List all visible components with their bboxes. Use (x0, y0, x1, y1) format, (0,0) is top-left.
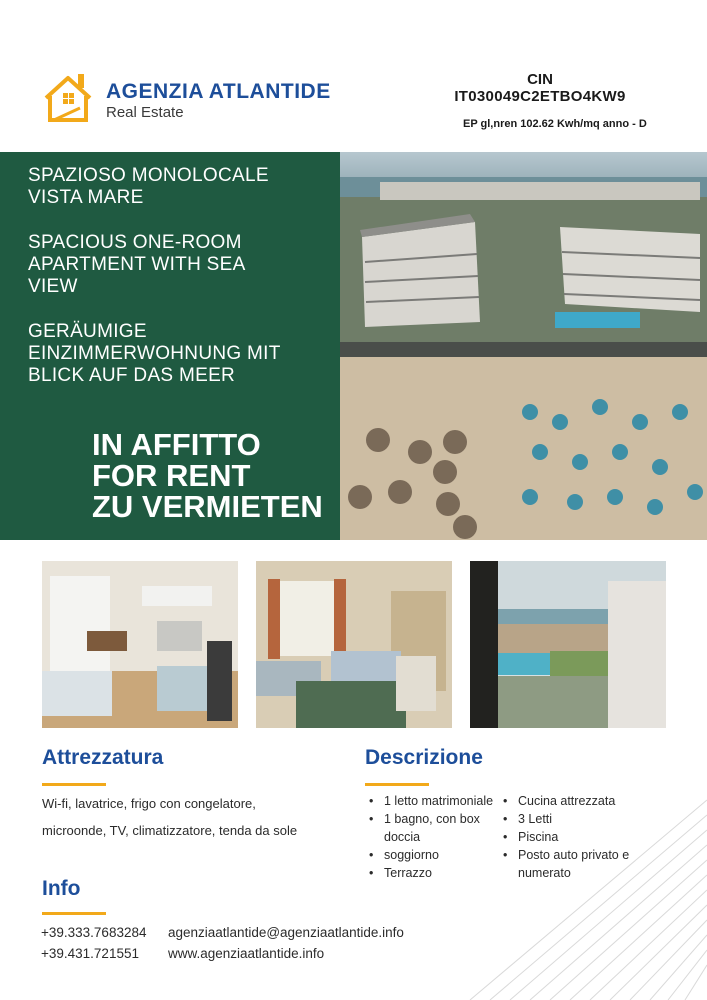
rent-line: ZU VERMIETEN (92, 489, 323, 524)
info-title: Info (42, 877, 81, 900)
descrizione-title: Descrizione (365, 746, 483, 769)
title-it-line: VISTA MARE (28, 187, 144, 208)
title-en-line: VIEW (28, 276, 78, 297)
title-de-line: BLICK AUF DAS MEER (28, 365, 236, 386)
energy-rating: EP gl,nren 102.62 Kwh/mq anno - D (463, 118, 647, 130)
brand-name: AGENZIA ATLANTIDE (106, 80, 331, 103)
cin-code: IT030049C2ETBO4KW9 (454, 88, 626, 105)
hero-banner (0, 152, 707, 540)
list-item: • soggiorno (369, 846, 509, 864)
website-link[interactable]: www.agenziaatlantide.info (168, 946, 325, 961)
contact-row (41, 922, 404, 943)
list-item: • Terrazzo (369, 864, 509, 882)
list-item: • 1 bagno, con box doccia (369, 810, 509, 846)
title-italian (28, 165, 269, 209)
phone-number[interactable]: +39.333.7683284 (41, 925, 147, 940)
contact-row (41, 943, 404, 964)
rent-line: IN AFFITTO (92, 427, 261, 462)
house-logo-icon (40, 68, 96, 130)
descrizione-list-right (503, 792, 653, 882)
attrezzatura-line: microonde, TV, climatizzatore, tenda da sole (42, 823, 298, 838)
list-item: • Cucina attrezzata (503, 792, 653, 810)
photo-pool-sea-view (470, 561, 666, 728)
title-german (28, 321, 281, 387)
contact-info (41, 922, 404, 964)
email-link[interactable]: agenziaatlantide@agenziaatlantide.info (168, 925, 404, 940)
attrezzatura-underline (42, 783, 106, 786)
title-en-line: SPACIOUS ONE-ROOM (28, 232, 242, 253)
descrizione-list-left (369, 792, 509, 882)
info-underline (42, 912, 106, 915)
phone-number[interactable]: +39.431.721551 (41, 946, 139, 961)
title-en-line: APARTMENT WITH SEA (28, 254, 246, 275)
cin-label: CIN (527, 71, 553, 88)
attrezzatura-line: Wi-fi, lavatrice, frigo con congelatore, (42, 796, 256, 811)
title-de-line: EINZIMMERWOHNUNG MIT (28, 343, 281, 364)
attrezzatura-title: Attrezzatura (42, 746, 164, 769)
list-item: • 1 letto matrimoniale (369, 792, 509, 810)
list-item: • 3 Letti (503, 810, 653, 828)
cin-block (430, 71, 650, 105)
list-item: • Posto auto privato e numerato (503, 846, 653, 882)
rent-headline (92, 429, 323, 522)
brand-subtitle: Real Estate (106, 104, 184, 121)
title-english (28, 232, 246, 298)
photo-living-room (256, 561, 452, 728)
title-it-line: SPAZIOSO MONOLOCALE (28, 165, 269, 186)
attrezzatura-text (42, 790, 297, 844)
list-item: • Piscina (503, 828, 653, 846)
title-de-line: GERÄUMIGE (28, 321, 147, 342)
photo-bedroom-kitchen (42, 561, 238, 728)
brand-logo (40, 68, 340, 138)
descrizione-underline (365, 783, 429, 786)
rent-line: FOR RENT (92, 458, 251, 493)
